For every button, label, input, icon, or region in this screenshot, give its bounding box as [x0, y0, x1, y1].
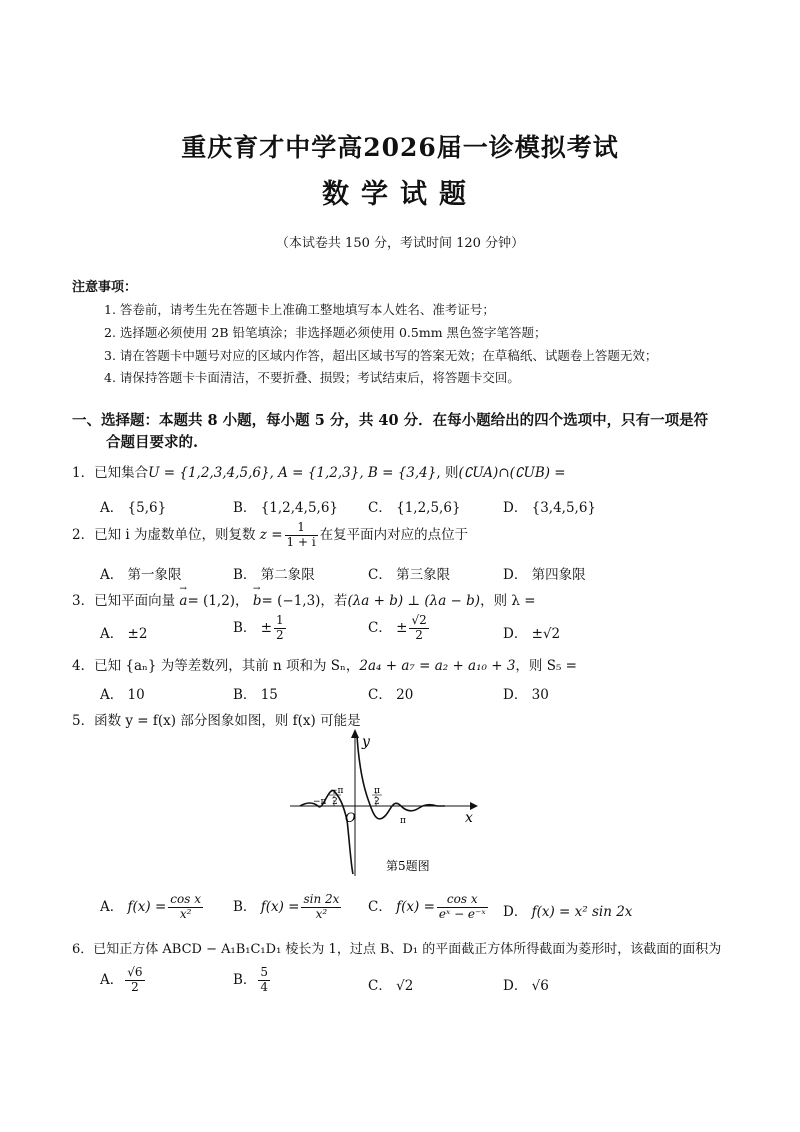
q3-c-fraction: [409, 614, 428, 643]
q5-function-graph: [285, 726, 485, 886]
tick-neg-pi: −π: [313, 797, 327, 807]
q6-option-d: D． √6: [503, 978, 549, 994]
q1-set-b: , B = {3,4}: [359, 465, 437, 481]
q-text: 已知 i 为虚数单位，则复数: [94, 526, 256, 543]
section-heading-cont: 合题目要求的.: [106, 434, 199, 451]
q2-option-c: C． 第三象限: [368, 567, 451, 583]
fraction-denominator: 2: [131, 979, 139, 994]
q3-vector-b: → b: [253, 593, 262, 609]
q-text: , 则: [436, 465, 459, 481]
notice-item: 4. 请保持答题卡卡面清洁，不要折叠、损毁；考试结束后，将答题卡交回。: [104, 370, 520, 385]
q5-option-b: [233, 893, 343, 922]
q3-vector-b-value: = (−1,3)，若: [261, 593, 348, 609]
q5-c-fraction: [437, 893, 488, 922]
q1-option-a: A． {5,6}: [100, 500, 167, 516]
fraction-denominator: 1 + i: [286, 534, 316, 549]
tick-pi: π: [400, 816, 406, 826]
notice-item: 3. 请在答题卡中题号对应的区域内作答，超出区域书写的答案无效；在草稿纸、试题卷上答题无效；: [104, 348, 658, 363]
question-2: [72, 521, 468, 550]
option-lhs: f(x) =: [127, 898, 167, 915]
fraction-numerator: cos x: [170, 892, 201, 906]
option-label: B． ±: [233, 619, 273, 636]
fraction-numerator: 1: [285, 521, 318, 536]
notice-item: 1. 答卷前，请考生先在答题卡上准确工整地填写本人姓名、准考证号；: [104, 302, 495, 317]
q-text: 已知集合: [94, 465, 149, 481]
q-text: 在复平面内对应的点位于: [319, 526, 469, 543]
q-text: 函数 y = f(x) 部分图象如图，则 f(x) 可能是: [94, 713, 361, 729]
option-expression: f(x) = x² sin 2x: [531, 904, 633, 920]
q3-option-a: A． ±2: [100, 626, 148, 642]
question-3: [72, 589, 536, 609]
q3-option-d: D． ±√2: [503, 626, 561, 642]
q3-option-c: [368, 614, 431, 643]
q5-option-c: [368, 893, 490, 922]
q-text: ，则 S₅ =: [515, 658, 577, 674]
q5-option-d: [503, 900, 632, 920]
q-text: ，则 λ =: [480, 593, 536, 609]
fraction-numerator: sin 2x: [303, 892, 340, 906]
q-text: 已知 {aₙ} 为等差数列，其前 n 项和为 Sₙ，: [94, 658, 360, 674]
option-label: B．: [233, 898, 257, 915]
q-number: 1．: [72, 465, 95, 481]
tick-half-pi-den: 2: [374, 797, 380, 807]
y-axis-label: y: [362, 734, 370, 750]
fraction-denominator: x²: [315, 906, 328, 921]
question-1: [72, 461, 566, 481]
q3-vector-a-value: = (1,2)，: [187, 593, 249, 609]
tick-neg-half-pi-den: 2: [332, 797, 338, 807]
fraction-denominator: x²: [179, 906, 192, 921]
q5-option-a: [100, 893, 205, 922]
notice-item: 2. 选择题必须使用 2B 铅笔填涂；非选择题必须使用 0.5mm 黑色签字笔答题；: [104, 325, 547, 340]
q3-condition: (λa + b) ⊥ (λa − b): [347, 593, 481, 609]
option-label: C．: [368, 898, 392, 915]
option-label: B．: [233, 971, 257, 988]
figure-caption: 第5题图: [386, 859, 430, 873]
q1-set-u: U = {1,2,3,4,5,6}: [148, 465, 270, 481]
x-axis-arrow: [470, 802, 478, 810]
q4-option-d: D． 30: [503, 687, 549, 703]
option-label: C． ±: [368, 619, 408, 636]
q3-option-b: [233, 614, 288, 643]
q1-option-c: C． {1,2,5,6}: [368, 500, 461, 516]
exam-subtitle: （本试卷共 150 分，考试时间 120 分钟）: [275, 236, 525, 251]
fraction-denominator: eˣ − e⁻ˣ: [438, 906, 486, 921]
fraction-numerator: 1: [276, 613, 284, 627]
tick-half-pi-num: π: [374, 786, 380, 796]
option-label: A．: [100, 971, 124, 988]
exam-title: 重庆育才中学高2026届一诊模拟考试: [181, 133, 619, 162]
q6-option-a: [100, 966, 147, 995]
q6-option-b: [233, 966, 272, 995]
q3-vector-a: → a: [179, 593, 187, 609]
fraction-numerator: 5: [260, 965, 269, 979]
q5-b-fraction: [301, 893, 341, 922]
q6-a-fraction: [125, 966, 144, 995]
q3-b-fraction: [274, 614, 286, 643]
q1-expression: (∁UA)∩(∁UB) =: [458, 465, 566, 481]
question-4: [72, 654, 577, 674]
q2-option-b: B． 第二象限: [233, 567, 315, 583]
q5-a-fraction: [168, 893, 203, 922]
x-axis-label: x: [465, 810, 473, 826]
q4-option-b: B． 15: [233, 687, 278, 703]
fraction-denominator: 2: [415, 627, 423, 642]
q6-b-fraction: [258, 966, 270, 995]
tick-neg-half-pi-num: −π: [330, 786, 344, 796]
option-lhs: f(x) =: [396, 898, 435, 915]
q4-option-c: C． 20: [368, 687, 414, 703]
q-text: 已知平面向量: [94, 593, 176, 609]
option-lhs: f(x) =: [260, 898, 300, 915]
q2-option-d: D． 第四象限: [503, 567, 586, 583]
q-number: 6．: [72, 942, 94, 957]
option-label: A．: [100, 898, 124, 915]
fraction-denominator: 4: [260, 979, 269, 994]
origin-label: O: [345, 811, 356, 826]
q-number: 3．: [72, 593, 95, 609]
subject-title: 数学试题: [322, 179, 478, 210]
q-number: 4．: [72, 658, 95, 674]
q1-option-b: B． {1,2,4,5,6}: [233, 500, 339, 516]
q2-z: z =: [259, 526, 283, 543]
section-heading: 一、选择题：本题共 8 小题，每小题 5 分，共 40 分．在每小题给出的四个选项中，只有一项是符: [72, 412, 709, 429]
q-number: 2．: [72, 526, 95, 543]
fraction-numerator: √2: [411, 613, 427, 627]
option-label: D．: [503, 904, 528, 920]
q2-fraction: [285, 521, 318, 550]
q1-set-a: , A = {1,2,3}: [269, 465, 360, 481]
question-6: [72, 938, 721, 957]
q4-equation: 2a₄ + a₇ = a₂ + a₁₀ + 3: [359, 658, 516, 674]
q-text: 已知正方体 ABCD − A₁B₁C₁D₁ 棱长为 1，过点 B、D₁ 的平面截正方体所得截面为菱形时，该截面的面积为: [93, 942, 722, 957]
q-number: 5．: [72, 713, 95, 729]
fraction-numerator: √6: [127, 965, 143, 979]
q4-option-a: A． 10: [100, 687, 145, 703]
notice-heading: 注意事项：: [72, 280, 138, 295]
fraction-numerator: cos x: [437, 893, 488, 908]
q2-option-a: A． 第一象限: [100, 567, 182, 583]
fraction-denominator: 2: [276, 627, 284, 642]
q6-option-c: C． √2: [368, 978, 414, 994]
q1-option-d: D． {3,4,5,6}: [503, 500, 597, 516]
